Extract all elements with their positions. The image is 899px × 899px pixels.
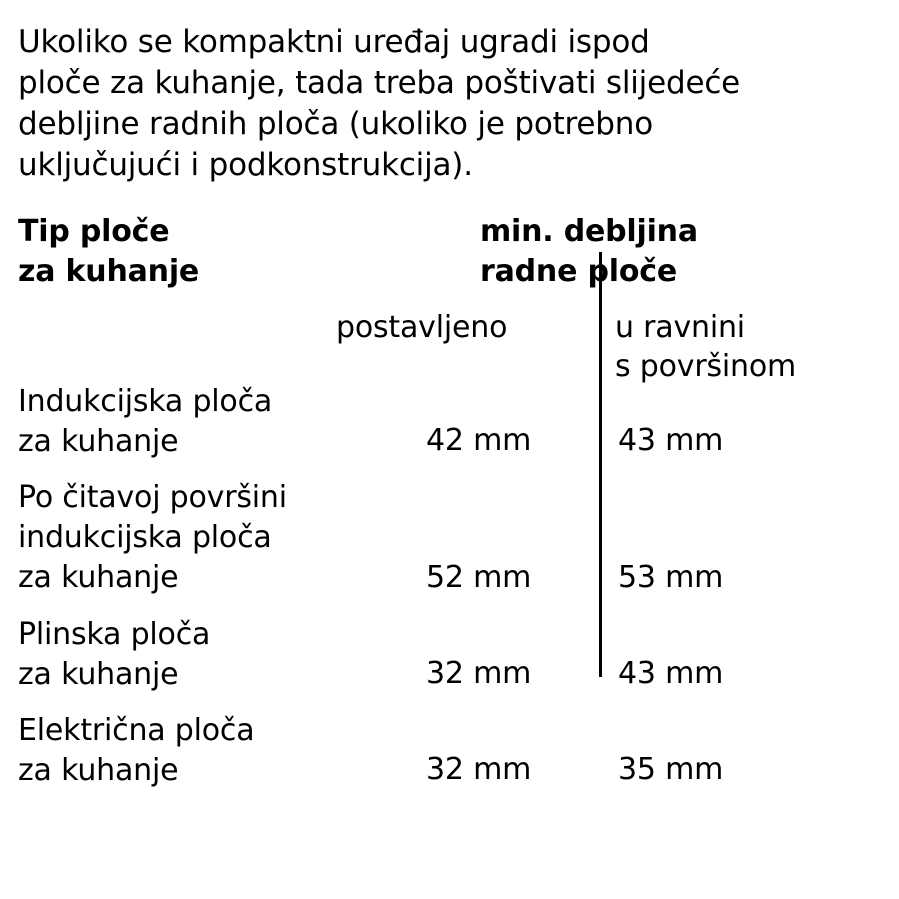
intro-line-1: Ukoliko se kompaktni uređaj ugradi ispod [18, 24, 650, 60]
table-header [18, 212, 878, 308]
row-value-flush: 43 mm [618, 423, 724, 458]
row-label-line: Po čitavoj površini [18, 480, 287, 515]
row-label-line: Električna ploča [18, 712, 255, 748]
table-body [18, 382, 878, 794]
row-value-surface: 32 mm [426, 655, 532, 691]
header-cooktop-type-line-1: Tip ploče [18, 213, 170, 249]
table-row [18, 382, 878, 464]
intro-paragraph [18, 22, 881, 186]
intro-line-3: debljine radnih ploča (ukoliko je potrebno [18, 105, 653, 142]
row-label-line: za kuhanje [18, 560, 179, 596]
table-row [18, 478, 878, 601]
table-subheader [18, 308, 878, 382]
subheader-surface-mounted: postavljeno [336, 309, 508, 345]
row-spacer [18, 697, 878, 711]
header-cooktop-type [18, 212, 199, 292]
row-label-line: Indukcijska ploča [18, 383, 273, 419]
row-value-flush: 53 mm [618, 559, 724, 595]
header-cooktop-type-line-2: za kuhanje [18, 253, 200, 289]
row-label-line: za kuhanje [18, 423, 179, 459]
row-value-surface: 32 mm [426, 752, 532, 788]
header-min-thickness-line-2: radne ploče [480, 253, 677, 289]
row-label-line: za kuhanje [18, 753, 179, 789]
worktop-thickness-table [18, 212, 878, 794]
row-value-flush: 35 mm [618, 752, 724, 788]
table-row [18, 615, 878, 697]
row-label-line: indukcijska ploča [18, 520, 272, 556]
row-label-line: Plinska ploča [18, 616, 211, 652]
subheader-flush-mounted-line-1: u ravnini [615, 309, 745, 345]
subheader-flush-mounted-line-2: s površinom [615, 348, 797, 384]
subheader-flush-mounted [615, 308, 796, 386]
row-value-surface: 52 mm [426, 559, 532, 595]
row-value-flush: 43 mm [618, 655, 724, 691]
header-min-thickness [480, 212, 698, 292]
header-min-thickness-line-1: min. debljina [480, 213, 698, 249]
intro-line-2: ploče za kuhanje, tada treba poštivati slijedeće [18, 64, 741, 101]
row-spacer [18, 464, 878, 478]
row-value-surface: 42 mm [426, 423, 532, 458]
row-label-line: za kuhanje [18, 656, 179, 692]
intro-line-4: uključujući i podkonstrukcija). [18, 146, 473, 183]
row-spacer [18, 601, 878, 615]
table-row [18, 711, 878, 793]
